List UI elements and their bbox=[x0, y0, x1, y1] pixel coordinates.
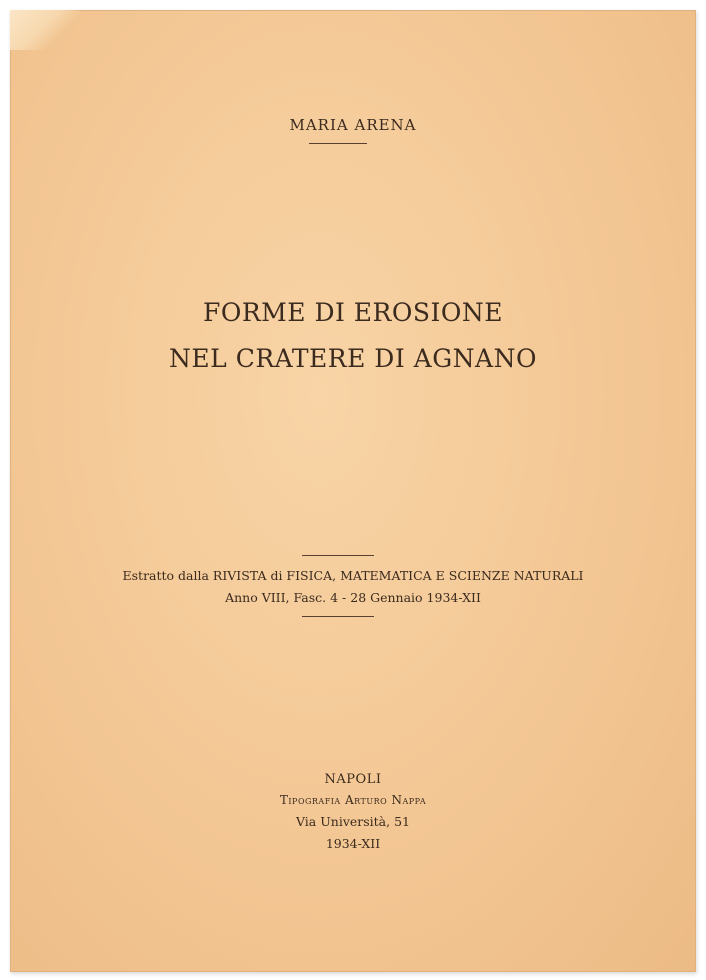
publisher-name: Tipografia Arturo Nappa bbox=[279, 793, 427, 807]
extract-issue: Anno VIII, Fasc. 4 - 28 Gennaio 1934-XII bbox=[225, 590, 481, 605]
publisher-address: Via Università, 51 bbox=[296, 814, 410, 829]
publication-year: 1934-XII bbox=[325, 836, 381, 851]
title-line-2: NEL CRATERE DI AGNANO bbox=[169, 344, 537, 373]
author-name: MARIA ARENA bbox=[289, 116, 417, 134]
extract-divider-bottom bbox=[302, 616, 374, 617]
title-line-1: FORME DI EROSIONE bbox=[202, 298, 504, 327]
extract-divider-top bbox=[302, 555, 374, 556]
worn-corner bbox=[10, 10, 80, 50]
document-cover bbox=[10, 10, 696, 972]
author-divider bbox=[309, 143, 367, 144]
publisher-city: NAPOLI bbox=[324, 772, 382, 787]
extract-source: Estratto dalla RIVISTA di FISICA, MATEMATICA E SCIENZE NATURALI bbox=[122, 568, 584, 583]
